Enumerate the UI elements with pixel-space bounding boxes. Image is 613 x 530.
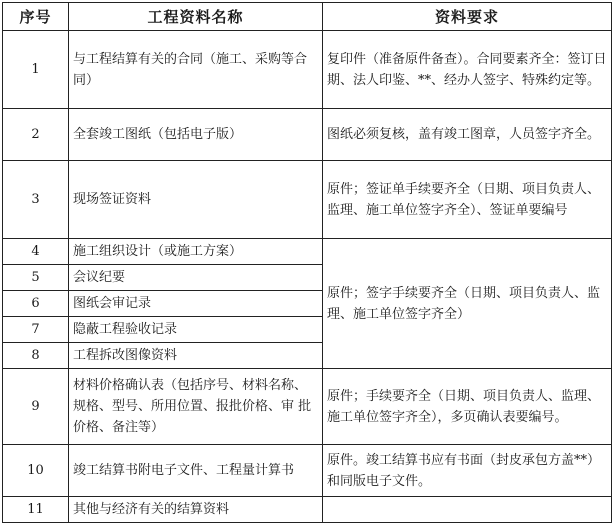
- document-name: 全套竣工图纸（包括电子版）: [69, 109, 323, 161]
- document-name: 现场签证资料: [69, 161, 323, 239]
- project-documents-table: [2, 2, 612, 523]
- document-requirement: 原件；手续要齐全（日期、项目负责人、监理、施工单位签字齐全），多页确认表要编号。: [323, 369, 612, 445]
- row-number: 10: [3, 445, 69, 497]
- document-name: 会议纪要: [69, 265, 323, 291]
- document-name: 施工组织设计（或施工方案）: [69, 239, 323, 265]
- document-name: 图纸会审记录: [69, 291, 323, 317]
- document-name: 隐蔽工程验收记录: [69, 317, 323, 343]
- row-number: 7: [3, 317, 69, 343]
- document-name: 工程拆改图像资料: [69, 343, 323, 369]
- table-row: [3, 31, 612, 109]
- document-name: 其他与经济有关的结算资料: [69, 497, 323, 523]
- row-number: 6: [3, 291, 69, 317]
- document-requirement: 原件。竣工结算书应有书面（封皮承包方盖**）和同版电子文件。: [323, 445, 612, 497]
- document-requirement: 复印件（准备原件备查）。合同要素齐全：签订日期、法人印鉴、**、经办人签字、特殊约定等。: [323, 31, 612, 109]
- header-document-name: 工程资料名称: [69, 3, 323, 31]
- document-requirement-merged: 原件；签字手续要齐全（日期、项目负责人、监理、施工单位签字齐全）: [323, 239, 612, 369]
- document-name: 竣工结算书附电子文件、工程量计算书: [69, 445, 323, 497]
- table-row: [3, 369, 612, 445]
- header-requirement: 资料要求: [323, 3, 612, 31]
- row-number: 4: [3, 239, 69, 265]
- document-name: 与工程结算有关的合同（施工、采购等合同）: [69, 31, 323, 109]
- row-number: 1: [3, 31, 69, 109]
- row-number: 3: [3, 161, 69, 239]
- header-row: [3, 3, 612, 31]
- row-number: 11: [3, 497, 69, 523]
- header-serial: 序号: [3, 3, 69, 31]
- row-number: 8: [3, 343, 69, 369]
- row-number: 5: [3, 265, 69, 291]
- table-row: [3, 497, 612, 523]
- document-requirement: [323, 497, 612, 523]
- document-requirement: 原件；签证单手续要齐全（日期、项目负责人、监理、施工单位签字齐全）、签证单要编号: [323, 161, 612, 239]
- table-row: [3, 239, 612, 265]
- table-row: [3, 445, 612, 497]
- row-number: 2: [3, 109, 69, 161]
- row-number: 9: [3, 369, 69, 445]
- table-row: [3, 109, 612, 161]
- table-row: [3, 161, 612, 239]
- document-name: 材料价格确认表（包括序号、材料名称、规格、型号、所用位置、报批价格、审 批价格、备注等）: [69, 369, 323, 445]
- document-requirement: 图纸必须复核，盖有竣工图章，人员签字齐全。: [323, 109, 612, 161]
